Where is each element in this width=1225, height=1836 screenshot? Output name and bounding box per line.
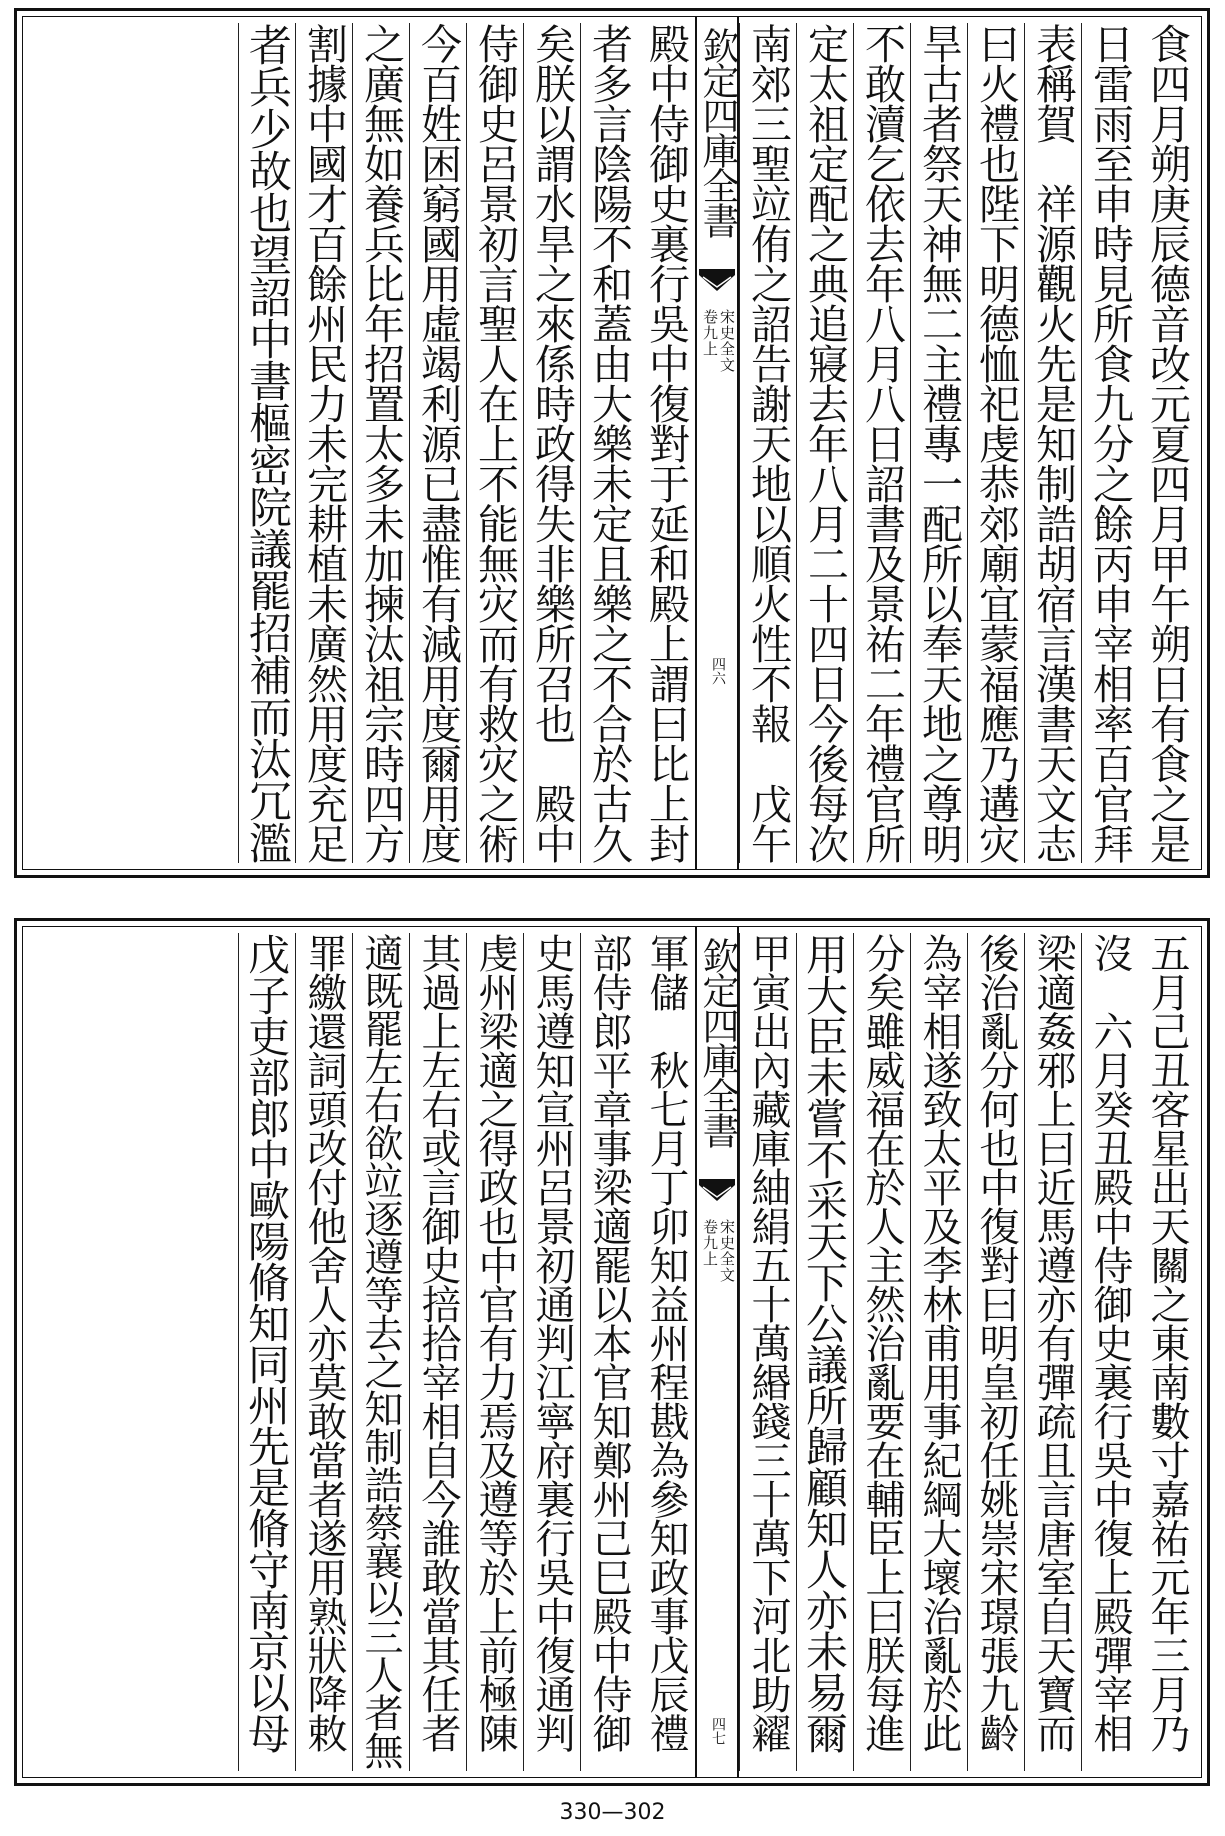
volume-label: 卷九上 [701,1219,719,1267]
text-column: 旱古者祭天神無二主禮專一配所以奉天地之尊明 [910,23,967,863]
text-column: 殿中侍御史裏行吳中復對于延和殿上謂曰比上封 [642,23,690,863]
upper-page-frame [22,16,1202,870]
page-center-gutter [695,17,739,869]
fish-tail-ornament-icon [699,269,735,291]
page-footer-number: 330—302 [559,1800,666,1825]
text-column: 後治亂分何也中復對曰明皇初任姚崇宋璟張九齡 [967,933,1024,1771]
lower-page-frame [22,926,1202,1778]
text-column: 其過上左右或言御史掊拾宰相自今誰敢當其任者 [409,933,466,1771]
text-column: 南郊三聖竝侑之詔告謝天地以順火性不報 戊午 [739,23,796,863]
collection-title: 欽定四庫全書 [696,937,739,1147]
text-column: 五月己丑客星出天關之東南數寸嘉祐元年三月乃 [1144,933,1190,1752]
text-column: 日雷雨至申時見所食九分之餘丙申宰相率百官拜 [1081,23,1138,863]
text-column: 為宰相遂致太平及李林甫用事紀綱大壞治亂於此 [910,933,967,1771]
text-column: 表稱賀 祥源觀火先是知制誥胡宿言漢書天文志 [1024,23,1081,863]
collection-title: 欽定四庫全書 [696,27,739,237]
text-column: 梁適姦邪上曰近馬遵亦有彈疏且言唐室自天寶而 [1024,933,1081,1771]
text-column: 史馬遵知宣州呂景初通判江寧府裏行吳中復通判 [523,933,580,1771]
text-column: 用大臣未嘗不采天下公議所歸顧知人亦未易爾 [796,933,853,1771]
text-column: 侍御史呂景初言聖人在上不能無灾而有救灾之術 [466,23,523,863]
lower-book-page [14,918,1210,1786]
book-title-label: 宋史全文 [718,309,736,373]
text-column: 矣朕以謂水旱之來係時政得失非樂所召也 殿中 [523,23,580,863]
fish-tail-ornament-icon [699,1179,735,1201]
text-column: 曰火禮也陛下明德恤祀虔恭郊廟宜蒙福應乃遘灾 [967,23,1024,863]
page-center-gutter [695,927,739,1777]
text-column: 今百姓困窮國用虛竭利源已盡惟有減用度爾用度 [409,23,466,863]
volume-label: 卷九上 [701,309,719,357]
text-column: 之廣無如養兵比年招置太多未加揀汰祖宗時四方 [352,23,409,863]
text-column: 割據中國才百餘州民力未完耕植未廣然用度充足 [295,23,352,863]
text-column: 甲寅出內藏庫紬絹五十萬緡錢三十萬下河北助糴 [739,933,796,1771]
book-title-label: 宋史全文 [718,1219,736,1283]
text-column: 者多言陰陽不和蓋由大樂未定且樂之不合於古久 [580,23,637,863]
text-column: 分矣雖威福在於人主然治亂要在輔臣上曰朕每進 [853,933,910,1771]
text-column: 虔州梁適之得政也中官有力焉及遵等於上前極陳 [466,933,523,1771]
folio-number: 四七 [710,1717,726,1745]
folio-number: 四六 [710,657,726,685]
upper-book-page [14,8,1210,878]
text-column: 者兵少故也望詔中書樞密院議罷招補而汰冗濫 [238,23,295,863]
text-column: 食四月朔庚辰德音改元夏四月甲午朔日有食之是 [1143,23,1191,863]
text-column: 不敢瀆乞依去年八月八日詔書及景祐二年禮官所 [853,23,910,863]
text-column: 適既罷左右欲竝逐遵等去之知制誥蔡襄以三人者無 [352,933,409,1771]
text-column: 部侍郎平章事梁適罷以本官知鄭州己巳殿中侍御 [580,933,637,1771]
text-column: 沒 六月癸丑殿中侍御史裏行吳中復上殿彈宰相 [1081,933,1138,1771]
text-column: 軍儲 秋七月丁卯知益州程戡為參知政事戊辰禮 [643,933,689,1752]
text-column: 罪繳還詞頭改付他舍人亦莫敢當者遂用熟狀降敕 [295,933,352,1771]
text-column: 戊子吏部郎中歐陽脩知同州先是脩守南京以母 [238,933,295,1771]
text-column: 定太祖定配之典追寢去年八月二十四日今後每次 [796,23,853,863]
